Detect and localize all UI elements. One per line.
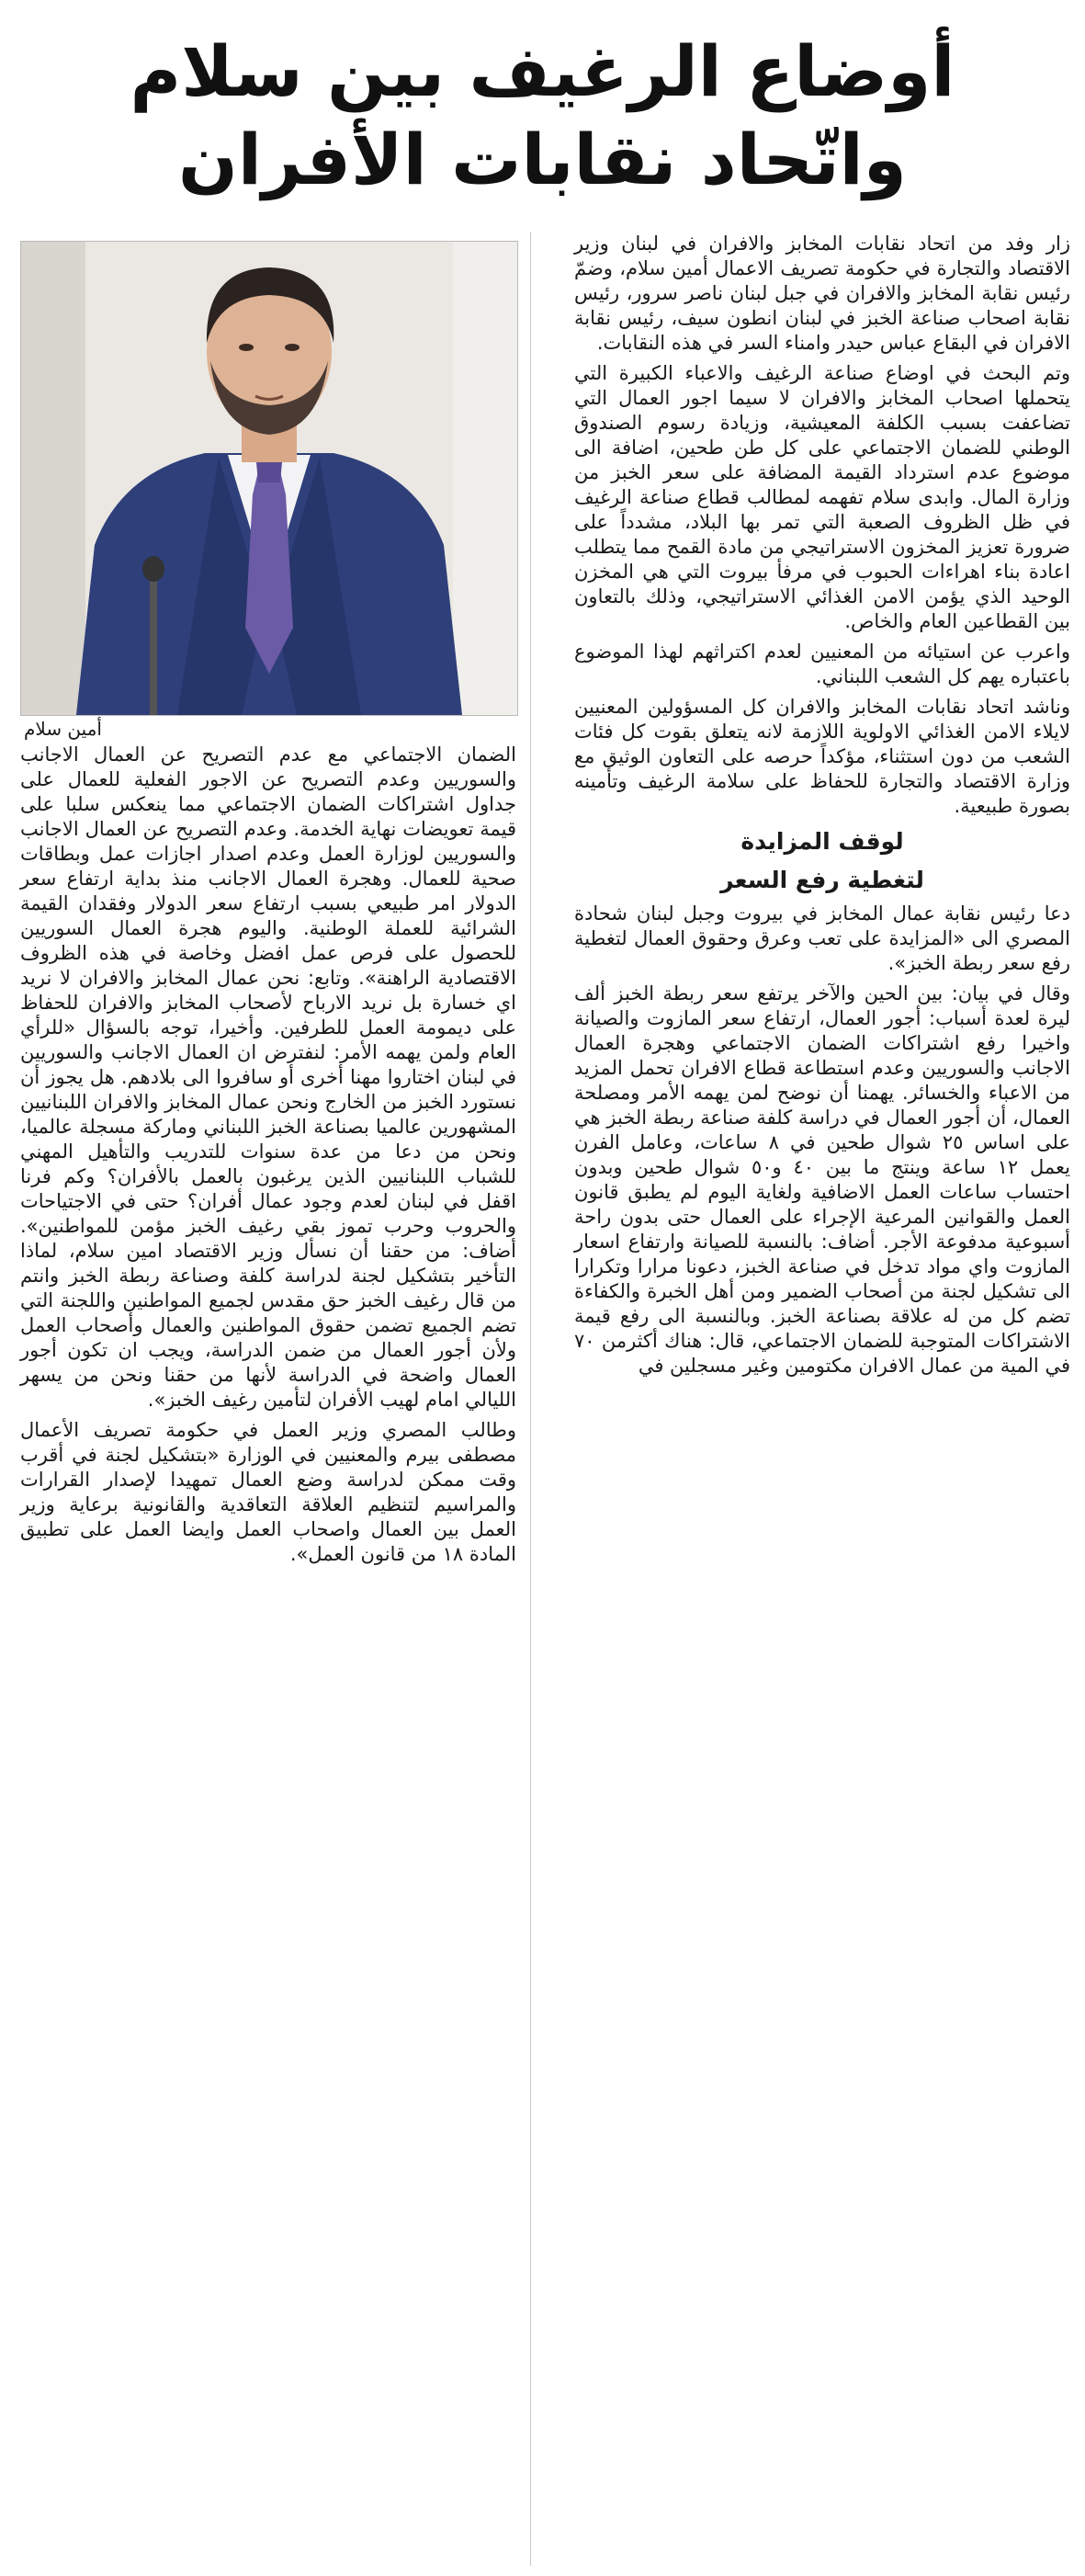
paragraph: دعا رئيس نقابة عمال المخابز في بيروت وجبل لبنان شحادة المصري الى «المزايدة على تعب وعرق وحقوق العمال لتغطية رفع سعر ربطة الخبز». [574,902,1070,974]
paragraph: وطالب المصري وزير العمل في حكومة تصريف الأعمال مصطفى بيرم والمعنيين في الوزارة «بتشكيل لجنة في أقرب وقت ممكن لدراسة وضع العمال تمهيدا لإصدار القرارات والمراسيم لتنظيم العلاقة التعاقدية والقانونية برعاية وزير العمل بين العمال واصحاب العمل وايضا العمل على تطبيق المادة ١٨ من قانون العمل». [20,1419,516,1565]
headline-line-2: واتّحاد نقابات الأفران [178,119,907,200]
headline-line-1: أوضاع الرغيف بين سلام [130,30,955,112]
paragraph: واعرب عن استيائه من المعنيين لعدم اكتراثهم لهذا الموضوع باعتباره يهم كل الشعب اللبناني. [574,641,1070,687]
paragraph: زار وفد من اتحاد نقابات المخابز والافران في لبنان وزير الاقتصاد والتجارة في حكومة تصريف الاعمال أمين سلام، وضمّ رئيس نقابة المخابز والافران في جبل لبنان ناصر سرور، رئيس نقابة اصحاب صناعة الخبز في لبنان انطون سيف، رئيس نقابة الافران في البقاع عباس حيدر وامناء السر في هذه النقابات. [574,233,1070,354]
paragraph: الضمان الاجتماعي مع عدم التصريح عن العمال الاجانب والسوريين وعدم التصريح عن الاجور الفعلية للعمال على جداول اشتراكات الضمان الاجتماعي مما ينعكس سلبا على قيمة تعويضات نهاية الخدمة. وعدم التصريح عن العمال الاجانب والسوريين لوزارة العمل وعدم اصدار اجازات عمل وبطاقات صحية للعمال. وهجرة العمال الاجانب منذ بداية ارتفاع سعر الدولار امر طبيعي بسبب ارتفاع سعر الدولار وفقدان القيمة الشرائية للعملة الوطنية. واليوم هجرة العمال السوريين للحصول على فرص عمل افضل وخاصة في هذه الظروف الاقتصادية الراهنة». وتابع: نحن عمال المخابز والافران لا نريد اي خسارة بل نريد الارباح لأصحاب المخابز والافران للحفاظ على ديمومة العمل للطرفين. وأخيرا، توجه بالسؤال «للرأي العام ولمن يهمه الأمر: لنفترض ان العمال الاجانب والسوريين في لبنان اختاروا مهنا أخرى أو سافروا الى بلادهم. هل يجوز أن نستورد الخبز من الخارج ونحن عمال المخابز والافران اللبنانيين المشهورين عالميا بصناعة الخبز اللبناني وماركة مسجلة عالميا، ونحن من دعا من عدة سنوات للتدريب والتأهيل المهني للشباب اللبنانيين الذين يرغبون بالعمل بالأفران؟ وكم فرنا اقفل في لبنان لعدم وجود عمال أفران؟ حتى في الاجتياحات والحروب وحرب تموز بقي رغيف الخبز مؤمن للمواطنين». أضاف: من حقنا أن نسأل وزير الاقتصاد امين سلام، لماذا التأخير بتشكيل لجنة لدراسة كلفة وصناعة ربطة الخبز وانتم من قال رغيف الخبز حق مقدس لجميع المواطنين واللجنة التي تضم الجميع تضمن حقوق المواطنين والعمال وأصحاب العمل ولأن أجور العمال من ضمن الدراسة، ويجب ان تكون أجور العمال واضحة في الدراسة لأنها من حقنا ونحن من يسهر الليالي امام لهيب الأفران لتأمين رغيف الخبز». [20,743,516,1411]
portrait-illustration [21,242,517,715]
paragraph: وناشد اتحاد نقابات المخابز والافران كل المسؤولين المعنيين لايلاء الامن الغذائي الاولوية اللازمة لانه يتعلق بقوت كل فئات الشعب من دون استثناء، مؤكداً حرصه على التعاون الوثيق مع وزارة الاقتصاد والتجارة للحفاظ على سلامة الرغيف وتأمينه بصورة طبيعية. [574,696,1070,817]
article-column-left [20,743,516,2562]
paragraph: وقال في بيان: بين الحين والآخر يرتفع سعر ربطة الخبز ألف ليرة لعدة أسباب: أجور العمال، ارتفاع سعر المازوت والصيانة واخيرا رفع اشتراكات الضمان الاجتماعي وهجرة العمال الاجانب والسوريين وعدم استطاعة قطاع الافران تحمل المزيد من الاعباء والخسائر. يهمنا أن نوضح لمن يهمه الأمر ومصلحة العمال، أن أجور العمال في دراسة كلفة صناعة ربطة الخبز هي على اساس ٢٥ شوال طحين في ٨ ساعات، وعامل الفرن يعمل ١٢ ساعة وينتج ما بين ٤٠ و٥٠ شوال طحين وبدون احتساب ساعات العمل الاضافية ولغاية اليوم لم يطبق قانون العمل والقوانين المرعية الإجراء على العمال حتى بدون راحة أسبوعية مدفوعة الأجر. أضاف: بالنسبة للصيانة وارتفاع اسعار المازوت واي مواد تدخل في صناعة الخبز، دعونا مرارا وتكرارا الى تشكيل لجنة من أصحاب الضمير ومن أهل الخبرة والكفاءة تضم كل من له علاقة بصناعة الخبز. وبالنسبة الى رفع قيمة الاشتراكات المتوجبة للضمان الاجتماعي، قال: هناك أكثرمن ٧٠ في المية من عمال الافران مكتومين وغير مسجلين في [574,982,1070,1377]
subheading-line-1: لوقف المزايدة [740,828,904,855]
paragraph: وتم البحث في اوضاع صناعة الرغيف والاعباء الكبيرة التي يتحملها اصحاب المخابز والافران لا سيما اجور العمال التي تضاعفت بسبب الكلفة المعيشية، وزيادة رسوم الصندوق الوطني للضمان الاجتماعي على كل طن طحين، اضافة الى موضوع عدم استرداد القيمة المضافة على سعر الخبز من وزارة المال. وابدى سلام تفهمه لمطالب قطاع صناعة الرغيف في ظل الظروف الصعبة التي تمر بها البلاد، مشدداً على ضرورة تعزيز المخزون الاستراتيجي من مادة القمح مما يتطلب اعادة بناء اهراءات الحبوب في مرفأ بيروت التي هي المخزن الوحيد الذي يؤمن الامن الغذائي الاستراتيجي، وذلك بالتعاون بين القطاعين العام والخاص. [574,362,1070,632]
photo-caption-text: أمين سلام [24,718,102,740]
subheading-line-2: لتغطية رفع السعر [720,867,924,893]
portrait-photo [20,241,518,716]
column-divider [530,232,531,2566]
photo-caption [20,717,516,741]
article-column-right [574,232,1070,2566]
